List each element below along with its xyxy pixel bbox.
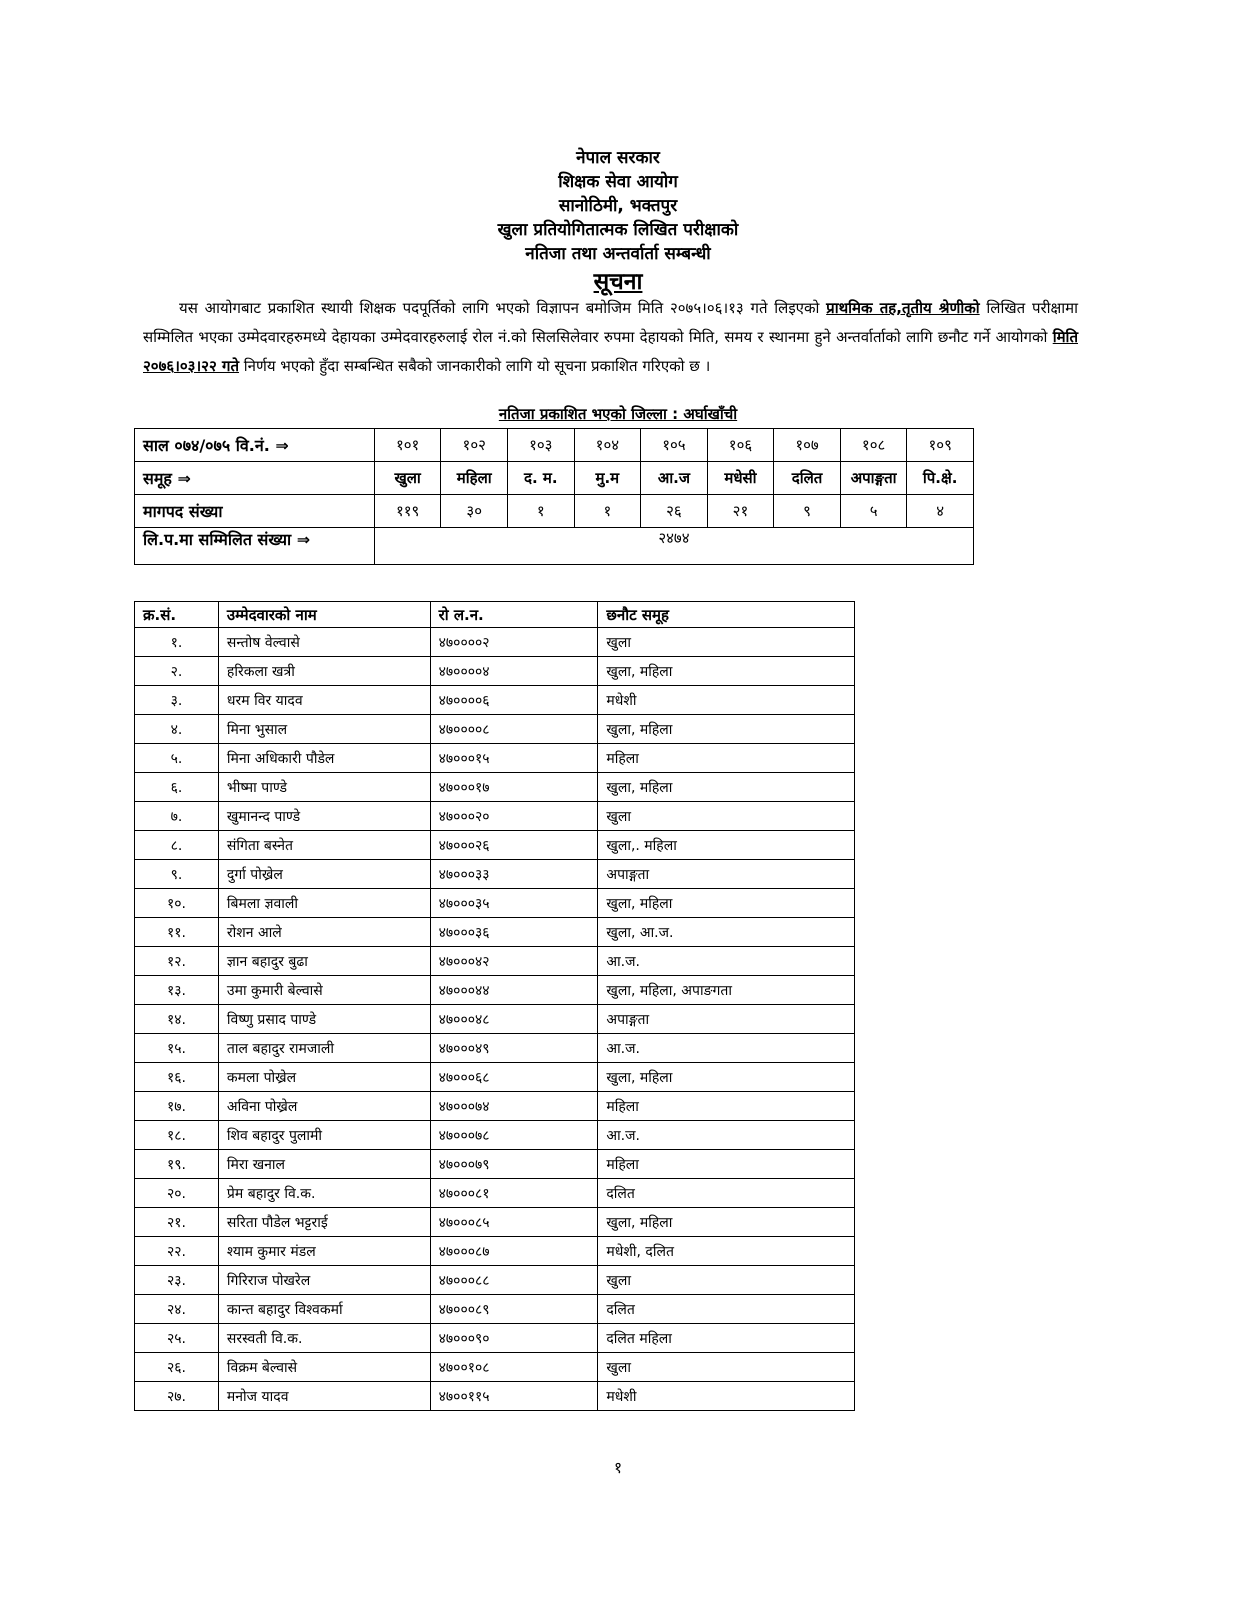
roll-cell: ४७०००४८ <box>430 1005 598 1034</box>
header-line-exam: खुला प्रतियोगितात्मक लिखित परीक्षाको <box>497 220 739 240</box>
serial-cell: १५. <box>135 1034 219 1063</box>
serial-cell: २७. <box>135 1382 219 1411</box>
table-row <box>135 889 855 918</box>
summary-total-appeared: २४७४ <box>374 528 973 565</box>
summary-code-3: १०३ <box>508 429 575 462</box>
table-row <box>135 1295 855 1324</box>
name-cell: अविना पोख्रेल <box>218 1092 430 1121</box>
name-cell: सन्तोष वेल्वासे <box>218 628 430 657</box>
name-cell: शिव बहादुर पुलामी <box>218 1121 430 1150</box>
header-serial: क्र.सं. <box>135 602 219 628</box>
summary-code-9: १०९ <box>907 429 974 462</box>
table-row <box>135 1034 855 1063</box>
serial-cell: ७. <box>135 802 219 831</box>
summary-group-9: पि.क्षे. <box>907 462 974 495</box>
notice-title: सूचना <box>593 269 643 295</box>
name-cell: धरम विर यादव <box>218 686 430 715</box>
arrow-icon: ⇒ <box>296 530 311 549</box>
header-line-commission: शिक्षक सेवा आयोग <box>558 172 678 192</box>
summary-posts-8: ५ <box>840 495 907 528</box>
district-line: नतिजा प्रकाशित भएको जिल्ला : अर्घाखाँची <box>498 405 738 423</box>
serial-cell: १९. <box>135 1150 219 1179</box>
summary-posts-2: ३० <box>441 495 508 528</box>
serial-cell: ५. <box>135 744 219 773</box>
serial-cell: ११. <box>135 918 219 947</box>
name-cell: गिरिराज पोखरेल <box>218 1266 430 1295</box>
summary-posts-4: १ <box>574 495 641 528</box>
summary-group-7: दलित <box>774 462 841 495</box>
table-row <box>135 1063 855 1092</box>
summary-posts-5: २६ <box>641 495 708 528</box>
paragraph-text-1: यस आयोगबाट प्रकाशित स्थायी शिक्षक पदपूर्तिको लागि भएको विज्ञापन बमोजिम मिति २०७५।०६।१३ गते लिइएको <box>179 299 827 317</box>
summary-code-1: १०१ <box>374 429 441 462</box>
page-number: १ <box>613 1458 623 1477</box>
group-cell: खुला, महिला, अपाङगता <box>598 976 855 1005</box>
group-cell: खुला <box>598 802 855 831</box>
serial-cell: ३. <box>135 686 219 715</box>
serial-cell: २६. <box>135 1353 219 1382</box>
roll-cell: ४७०००७९ <box>430 1150 598 1179</box>
name-cell: भीष्मा पाण्डे <box>218 773 430 802</box>
summary-label-appeared: लि.प.मा सम्मिलित संख्या ⇒ <box>135 528 375 565</box>
table-row <box>135 1005 855 1034</box>
serial-cell: २४. <box>135 1295 219 1324</box>
name-cell: हरिकला खत्री <box>218 657 430 686</box>
serial-cell: १८. <box>135 1121 219 1150</box>
serial-cell: ८. <box>135 831 219 860</box>
summary-group-4: मु.म <box>574 462 641 495</box>
roll-cell: ४७०००४९ <box>430 1034 598 1063</box>
summary-group-2: महिला <box>441 462 508 495</box>
summary-code-8: १०८ <box>840 429 907 462</box>
paragraph-text-2: लिखित परीक्षामा सम्मिलित भएका उम्मेदवारहरुमध्ये देहायका उम्मेदवारहरुलाई रोल नं.को सिलसिलेवार रुपमा देहायको मिति, समय र स्थानमा हुने अन्तर्वार्ताको लागि छनौट गर्ने आयोगको <box>143 299 1078 346</box>
arrow-icon: ⇒ <box>177 469 191 488</box>
group-cell: दलित <box>598 1179 855 1208</box>
table-row <box>135 1237 855 1266</box>
group-cell: खुला,. महिला <box>598 831 855 860</box>
table-row <box>135 918 855 947</box>
table-row <box>135 1353 855 1382</box>
header-line-government: नेपाल सरकार <box>576 148 660 168</box>
serial-cell: १४. <box>135 1005 219 1034</box>
table-row <box>135 1382 855 1411</box>
table-row <box>135 1121 855 1150</box>
roll-cell: ४७००१०८ <box>430 1353 598 1382</box>
serial-cell: १३. <box>135 976 219 1005</box>
summary-group-8: अपाङ्गता <box>840 462 907 495</box>
group-cell: आ.ज. <box>598 1121 855 1150</box>
summary-code-5: १०५ <box>641 429 708 462</box>
summary-code-7: १०७ <box>774 429 841 462</box>
serial-cell: २३. <box>135 1266 219 1295</box>
name-cell: मिरा खनाल <box>218 1150 430 1179</box>
table-row <box>135 628 855 657</box>
table-row <box>135 657 855 686</box>
name-cell: विष्णु प्रसाद पाण्डे <box>218 1005 430 1034</box>
name-cell: कमला पोख्रेल <box>218 1063 430 1092</box>
serial-cell: २. <box>135 657 219 686</box>
paragraph-level-bold: प्राथमिक तह,तृतीय श्रेणीको <box>826 299 980 317</box>
roll-cell: ४७००००४ <box>430 657 598 686</box>
table-row <box>135 802 855 831</box>
name-cell: सरस्वती वि.क. <box>218 1324 430 1353</box>
roll-cell: ४७०००१७ <box>430 773 598 802</box>
table-row <box>135 715 855 744</box>
name-cell: उमा कुमारी बेल्वासे <box>218 976 430 1005</box>
serial-cell: ९. <box>135 860 219 889</box>
summary-code-2: १०२ <box>441 429 508 462</box>
group-cell: खुला <box>598 1266 855 1295</box>
summary-posts-1: ११९ <box>374 495 441 528</box>
group-cell: खुला, आ.ज. <box>598 918 855 947</box>
header-name: उम्मेदवारको नाम <box>218 602 430 628</box>
name-cell: श्याम कुमार मंडल <box>218 1237 430 1266</box>
roll-cell: ४७००००२ <box>430 628 598 657</box>
name-cell: संगिता बस्नेत <box>218 831 430 860</box>
summary-row-appeared <box>135 528 974 565</box>
name-cell: ज्ञान बहादुर बुढा <box>218 947 430 976</box>
summary-posts-3: १ <box>508 495 575 528</box>
roll-cell: ४७००००८ <box>430 715 598 744</box>
roll-cell: ४७०००३६ <box>430 918 598 947</box>
summary-table <box>134 428 974 565</box>
group-cell: दलित महिला <box>598 1324 855 1353</box>
roll-cell: ४७०००२६ <box>430 831 598 860</box>
table-row <box>135 1324 855 1353</box>
paragraph-date-bold: मिति २०७६।०३।२२ गते <box>143 328 1078 375</box>
table-row <box>135 1208 855 1237</box>
summary-group-3: द. म. <box>508 462 575 495</box>
table-row <box>135 860 855 889</box>
table-row <box>135 773 855 802</box>
roll-cell: ४७०००३३ <box>430 860 598 889</box>
serial-cell: ४. <box>135 715 219 744</box>
group-cell: दलित <box>598 1295 855 1324</box>
group-cell: महिला <box>598 1150 855 1179</box>
group-cell: खुला <box>598 1353 855 1382</box>
paragraph-text-3: निर्णय भएको हुँदा सम्बन्धित सबैको जानकारीको लागि यो सूचना प्रकाशित गरिएको छ । <box>239 357 711 375</box>
name-cell: ताल बहादुर रामजाली <box>218 1034 430 1063</box>
name-cell: बिमला ज्ञवाली <box>218 889 430 918</box>
table-row <box>135 1179 855 1208</box>
summary-row-groups <box>135 462 974 495</box>
serial-cell: १०. <box>135 889 219 918</box>
group-cell: खुला, महिला <box>598 1208 855 1237</box>
name-cell: कान्त बहादुर विश्वकर्मा <box>218 1295 430 1324</box>
roll-cell: ४७०००२० <box>430 802 598 831</box>
serial-cell: १७. <box>135 1092 219 1121</box>
summary-label-groups: समूह ⇒ <box>135 462 375 495</box>
table-row <box>135 1266 855 1295</box>
roll-cell: ४७०००८९ <box>430 1295 598 1324</box>
group-cell: खुला, महिला <box>598 773 855 802</box>
group-cell: आ.ज. <box>598 1034 855 1063</box>
name-cell: विक्रम बेल्वासे <box>218 1353 430 1382</box>
table-row <box>135 1092 855 1121</box>
name-cell: दुर्गा पोख्रेल <box>218 860 430 889</box>
summary-code-6: १०६ <box>707 429 774 462</box>
serial-cell: २१. <box>135 1208 219 1237</box>
roll-cell: ४७०००३५ <box>430 889 598 918</box>
group-cell: मधेशी <box>598 1382 855 1411</box>
serial-cell: १. <box>135 628 219 657</box>
summary-row-codes <box>135 429 974 462</box>
summary-row-posts <box>135 495 974 528</box>
serial-cell: १६. <box>135 1063 219 1092</box>
group-cell: खुला, महिला <box>598 1063 855 1092</box>
roll-cell: ४७०००४४ <box>430 976 598 1005</box>
serial-cell: २५. <box>135 1324 219 1353</box>
roll-cell: ४७०००७८ <box>430 1121 598 1150</box>
table-row <box>135 947 855 976</box>
name-cell: मिना अधिकारी पौडेल <box>218 744 430 773</box>
name-cell: रोशन आले <box>218 918 430 947</box>
table-row <box>135 686 855 715</box>
name-cell: सरिता पौडेल भट्टराई <box>218 1208 430 1237</box>
header-line-subject: नतिजा तथा अन्तर्वार्ता सम्बन्धी <box>525 244 711 264</box>
summary-code-4: १०४ <box>574 429 641 462</box>
group-cell: खुला <box>598 628 855 657</box>
serial-cell: ६. <box>135 773 219 802</box>
summary-group-5: आ.ज <box>641 462 708 495</box>
roll-cell: ४७०००४२ <box>430 947 598 976</box>
candidates-table <box>134 601 855 1411</box>
summary-posts-9: ४ <box>907 495 974 528</box>
name-cell: मिना भुसाल <box>218 715 430 744</box>
table-row <box>135 831 855 860</box>
group-cell: अपाङ्गता <box>598 860 855 889</box>
group-cell: खुला, महिला <box>598 715 855 744</box>
group-cell: आ.ज. <box>598 947 855 976</box>
group-cell: खुला, महिला <box>598 889 855 918</box>
summary-label-codes: साल ०७४/०७५ वि.नं. ⇒ <box>135 429 375 462</box>
candidates-header-row <box>135 602 855 628</box>
group-cell: महिला <box>598 1092 855 1121</box>
name-cell: मनोज यादव <box>218 1382 430 1411</box>
roll-cell: ४७०००८१ <box>430 1179 598 1208</box>
group-cell: खुला, महिला <box>598 657 855 686</box>
roll-cell: ४७०००१५ <box>430 744 598 773</box>
summary-label-posts: मागपद संख्या <box>135 495 375 528</box>
roll-cell: ४७०००८८ <box>430 1266 598 1295</box>
group-cell: मधेशी <box>598 686 855 715</box>
header-line-address: सानोठिमी, भक्तपुर <box>558 196 678 216</box>
serial-cell: २२. <box>135 1237 219 1266</box>
roll-cell: ४७०००६८ <box>430 1063 598 1092</box>
group-cell: मधेशी, दलित <box>598 1237 855 1266</box>
notice-paragraph <box>143 294 1078 381</box>
roll-cell: ४७०००८५ <box>430 1208 598 1237</box>
roll-cell: ४७०००९० <box>430 1324 598 1353</box>
group-cell: महिला <box>598 744 855 773</box>
name-cell: प्रेम बहादुर वि.क. <box>218 1179 430 1208</box>
summary-group-6: मधेसी <box>707 462 774 495</box>
name-cell: खुमानन्द पाण्डे <box>218 802 430 831</box>
summary-group-1: खुला <box>374 462 441 495</box>
table-row <box>135 976 855 1005</box>
header-roll: रो ल.न. <box>430 602 598 628</box>
roll-cell: ४७००००६ <box>430 686 598 715</box>
arrow-icon: ⇒ <box>275 436 289 455</box>
roll-cell: ४७००११५ <box>430 1382 598 1411</box>
serial-cell: १२. <box>135 947 219 976</box>
table-row <box>135 744 855 773</box>
group-cell: अपाङ्गता <box>598 1005 855 1034</box>
header-group: छनौट समूह <box>598 602 855 628</box>
summary-posts-7: ९ <box>774 495 841 528</box>
serial-cell: २०. <box>135 1179 219 1208</box>
roll-cell: ४७०००८७ <box>430 1237 598 1266</box>
table-row <box>135 1150 855 1179</box>
summary-posts-6: २१ <box>707 495 774 528</box>
roll-cell: ४७०००७४ <box>430 1092 598 1121</box>
